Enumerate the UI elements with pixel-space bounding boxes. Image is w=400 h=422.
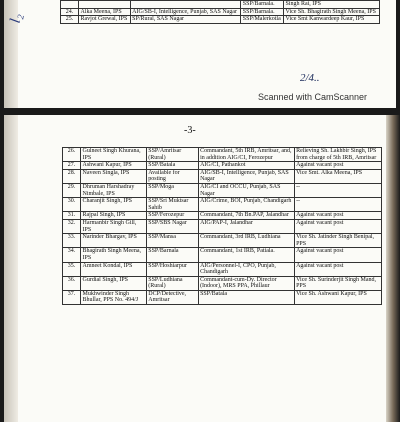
current-posting-cell: SSP/Mansa [146, 234, 198, 248]
table-row [63, 248, 382, 262]
table-row [63, 198, 382, 212]
new-posting-cell: Commandant, 1st IRB, Patiala. [198, 248, 294, 262]
table-row [63, 162, 382, 170]
new-posting-cell: SSP/Barnala. [241, 1, 284, 9]
current-posting-cell: SSP/Batala [146, 162, 198, 170]
officer-name-cell: Charanjit Singh, IPS [81, 198, 147, 212]
remarks-cell: Vice Smt. Alka Meena, IPS [294, 169, 381, 183]
bottom-page [4, 115, 396, 422]
remarks-cell: Vice Sh. Surinderjit Singh Mand, PPS [294, 276, 381, 290]
officer-name-cell: Ashwani Kapur, IPS [81, 162, 147, 170]
current-posting-cell: SSP/SBS Nagar [146, 219, 198, 233]
new-posting-cell: AIG/PAP-I, Jalandhar [198, 219, 294, 233]
serial-number-cell: 27. [63, 162, 81, 170]
serial-number-cell: 34. [63, 248, 81, 262]
current-posting-cell: AIG/SB-I, Intelligence, Punjab, SAS Nagar [130, 8, 241, 16]
top-page [4, 0, 396, 108]
remarks-cell: Vice Sh. Bhagirath Singh Meena, IPS [283, 8, 379, 16]
table-row [63, 212, 382, 220]
remarks-cell: -- [294, 183, 381, 197]
officer-name-cell: Alka Meena, IPS [79, 8, 131, 16]
current-posting-cell: DCP/Detective, Amritsar [146, 290, 198, 304]
serial-number-cell: 24. [61, 8, 79, 16]
new-posting-cell: AIG/Crime, BOI, Punjab, Chandigarh [198, 198, 294, 212]
new-posting-cell: Commandant, 3rd IRB, Ludhiana [198, 234, 294, 248]
current-posting-cell: SSP/Amritsar (Rural) [146, 148, 198, 162]
remarks-cell: Against vacant post [294, 162, 381, 170]
new-posting-cell: AIG/SB-I, Intelligence, Punjab, SAS Nagar [198, 169, 294, 183]
current-posting-cell: SSP/Ferozepur [146, 212, 198, 220]
table-row [63, 219, 382, 233]
serial-number-cell: 30. [63, 198, 81, 212]
page-binding-edge [4, 115, 18, 422]
new-posting-cell: Commandant, 7th Bn.PAP, Jalandhar [198, 212, 294, 220]
table-row [63, 183, 382, 197]
remarks-cell: Against vacant post [294, 248, 381, 262]
table-row [61, 8, 380, 16]
new-posting-cell: AIG/CI and OCCU, Punjab, SAS Nagar [198, 183, 294, 197]
officer-name-cell: Ravjot Grewal, IPS [79, 16, 131, 24]
current-posting-cell: SSP/Sri Muktsar Sahib [146, 198, 198, 212]
remarks-cell: Vice Smt Kanwardeep Kaur, IPS [283, 16, 379, 24]
officer-name-cell: Rajpal Singh, IPS [81, 212, 147, 220]
serial-number-cell: 37. [63, 290, 81, 304]
remarks-cell: Singh Rai, IPS [283, 1, 379, 9]
page-right-edge [386, 115, 400, 422]
table-row [63, 290, 382, 304]
table-row [63, 276, 382, 290]
serial-number-cell: 25. [61, 16, 79, 24]
officer-name-cell: Amneet Kondal, IPS [81, 262, 147, 276]
current-posting-cell: SSP/Ludhiana (Rural) [146, 276, 198, 290]
camscanner-watermark: Scanned with CamScanner [258, 92, 368, 102]
current-posting-cell: Available for posting [146, 169, 198, 183]
transfer-table-bottom [62, 147, 382, 305]
remarks-cell: Vice Sh. Jatinder Singh Benipal, PPS [294, 234, 381, 248]
new-posting-cell: AIG/CI, Pathankot [198, 162, 294, 170]
officer-name-cell: Mukhwinder Singh Bhullar, PPS No. 494/J [81, 290, 147, 304]
serial-number-cell [61, 1, 79, 9]
officer-name-cell: Narinder Bhargav, IPS [81, 234, 147, 248]
table-row [61, 16, 380, 24]
new-posting-cell: SSP/Malerkotla [241, 16, 284, 24]
officer-name-cell: Naveen Singla, IPS [81, 169, 147, 183]
handwritten-mark: l₂ [7, 12, 25, 25]
new-posting-cell: AIG/Personnel-I, CPO, Punjab, Chandigarh [198, 262, 294, 276]
current-posting-cell: SSP/Barnala [146, 248, 198, 262]
remarks-cell: Against vacant post [294, 212, 381, 220]
serial-number-cell: 32. [63, 219, 81, 233]
new-posting-cell: Commandant, 5th IRB, Amritsar, and, in addition AIG/CI, Ferozepur [198, 148, 294, 162]
new-posting-cell: SSP/Barnala. [241, 8, 284, 16]
remarks-cell: -- [294, 198, 381, 212]
table-row [63, 262, 382, 276]
officer-name-cell: Dhruman Harshadray Nimbale, IPS [81, 183, 147, 197]
remarks-cell: Against vacant post [294, 219, 381, 233]
officer-name-cell: Gurdial Singh, IPS [81, 276, 147, 290]
officer-name-cell: Bhagirath Singh Meena, IPS [81, 248, 147, 262]
table-row [63, 169, 382, 183]
remarks-cell: Against vacant post [294, 262, 381, 276]
officer-name-cell: Harmanbir Singh Gill, IPS [81, 219, 147, 233]
serial-number-cell: 28. [63, 169, 81, 183]
table-row [63, 234, 382, 248]
table-row [63, 148, 382, 162]
table-row [61, 1, 380, 9]
new-posting-cell: SSP/Batala [198, 290, 294, 304]
serial-number-cell: 31. [63, 212, 81, 220]
page-number: -3- [184, 125, 196, 136]
serial-number-cell: 35. [63, 262, 81, 276]
current-posting-cell: SSP/Hoshiarpur [146, 262, 198, 276]
remarks-cell: Vice Sh. Ashwani Kapur, IPS [294, 290, 381, 304]
officer-name-cell [79, 1, 131, 9]
serial-number-cell: 36. [63, 276, 81, 290]
new-posting-cell: Commandant-cum-Dy. Director (Indoor), MRS PPA, Phillaur [198, 276, 294, 290]
remarks-cell: Relieving Sh. Lakhbir Singh, IPS from charge of 5th IRB, Amritsar [294, 148, 381, 162]
transfer-table-top [60, 0, 380, 24]
handwritten-page-number: 2/4.. [300, 72, 320, 84]
serial-number-cell: 29. [63, 183, 81, 197]
current-posting-cell [130, 1, 241, 9]
current-posting-cell: SP/Rural, SAS Nagar [130, 16, 241, 24]
serial-number-cell: 26. [63, 148, 81, 162]
current-posting-cell: SSP/Moga [146, 183, 198, 197]
serial-number-cell: 33. [63, 234, 81, 248]
officer-name-cell: Gulneet Singh Khurana, IPS [81, 148, 147, 162]
